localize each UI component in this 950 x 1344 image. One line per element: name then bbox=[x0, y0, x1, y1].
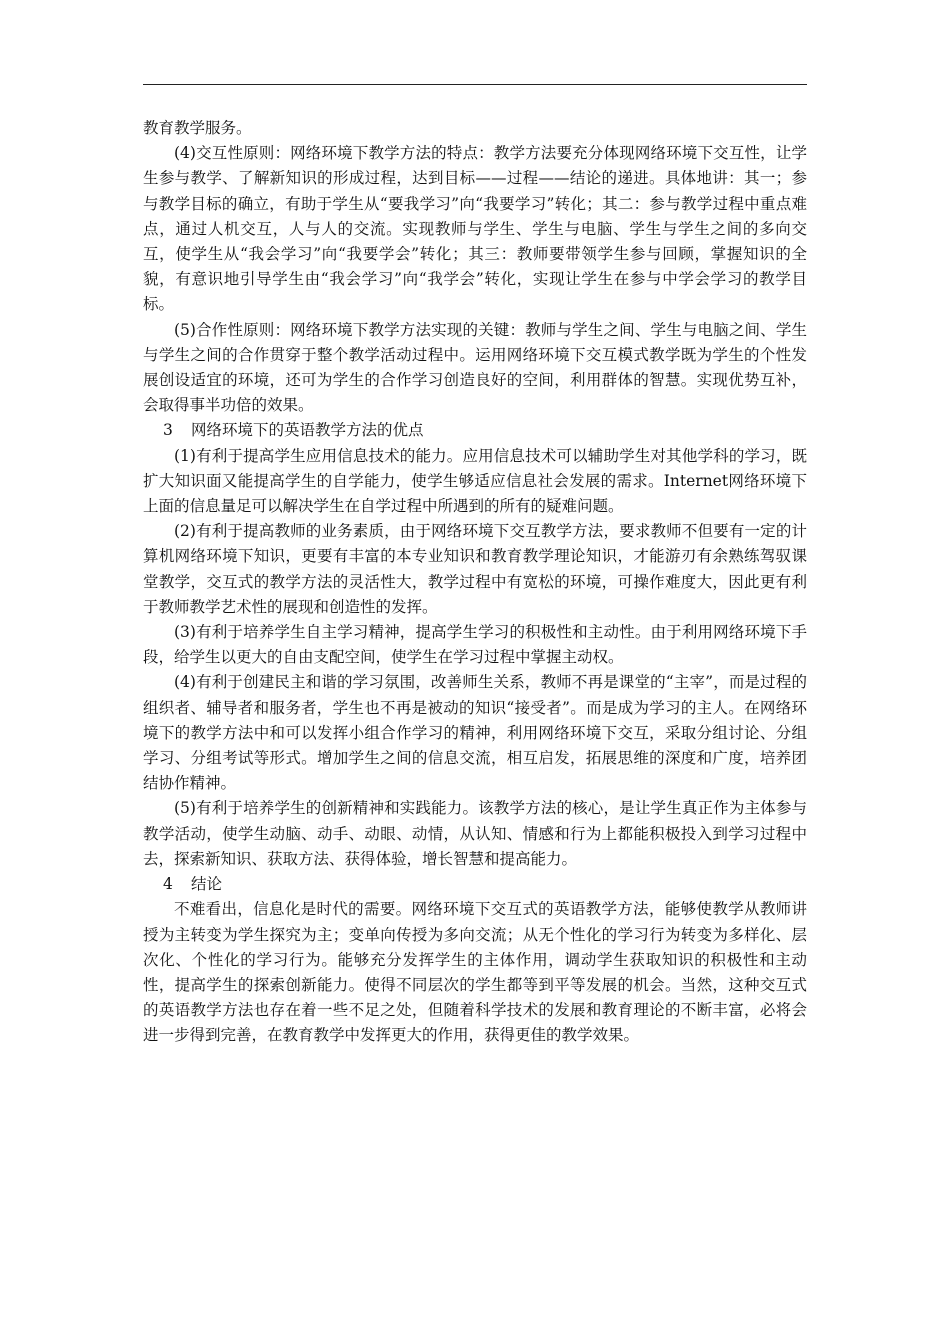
paragraph-advantage-5: (5)有利于培养学生的创新精神和实践能力。该教学方法的核心，是让学生真正作为主体参与教学活动，使学生动脑、动手、动眼、动情，从认知、情感和行为上都能积极投入到学习过程中去，探索新知识、获取方法、获得体验，增长智慧和提高能力。 bbox=[143, 799, 807, 868]
paragraph-continuation: 教育教学服务。 bbox=[143, 119, 252, 137]
section-heading-4 bbox=[143, 872, 807, 897]
paragraph-conclusion: 不难看出，信息化是时代的需要。网络环境下交互式的英语教学方法，能够使教学从教师讲授为主转变为学生探究为主；变单向传授为多向交流；从无个性化的学习行为转变为多样化、层次化、个性化的学习行为。能够充分发挥学生的主体作用，调动学生获取知识的积极性和主动性，提高学生的探索创新能力。使得不同层次的学生都等到平等发展的机会。当然，这种交互式的英语教学方法也存在着一些不足之处，但随着科学技术的发展和教育理论的不断丰富，必将会进一步得到完善，在教育教学中发挥更大的作用，获得更佳的教学效果。 bbox=[143, 900, 807, 1045]
section-title: 网络环境下的英语教学方法的优点 bbox=[191, 421, 424, 440]
section-number: 4 bbox=[163, 875, 173, 894]
paragraph-advantage-4: (4)有利于创建民主和谐的学习氛围，改善师生关系，教师不再是课堂的“主宰”，而是过程的组织者、辅导者和服务者，学生也不再是被动的知识“接受者”。而是成为学习的主人。在网络环境下的教学方法中和可以发挥小组合作学习的精神，利用网络环境下交互，采取分组讨论、分组学习、分组考试等形式。增加学生之间的信息交流，相互启发，拓展思维的深度和广度，培养团结协作精神。 bbox=[143, 673, 807, 793]
section-heading-3 bbox=[143, 418, 807, 443]
section-number: 3 bbox=[163, 421, 173, 440]
section-title: 结论 bbox=[191, 875, 223, 894]
paragraph-principle-4-interactivity: (4)交互性原则：网络环境下教学方法的特点：教学方法要充分体现网络环境下交互性，让学生参与教学、了解新知识的形成过程，达到目标——过程——结论的递进。具体地讲：其一；参与教学目标的确立，有助于学生从“要我学习”向“我要学习”转化；其二：参与教学过程中重点难点，通过人机交互，人与人的交流。实现教师与学生、学生与电脑、学生与学生之间的多向交互，使学生从“我会学习”向“我要学会”转化；其三：教师要带领学生参与回顾，掌握知识的全貌，有意识地引导学生由“我会学习”向“我学会”转化，实现让学生在参与中学会学习的教学目标。 bbox=[143, 144, 807, 314]
paragraph-advantage-3: (3)有利于培养学生自主学习精神，提高学生学习的积极性和主动性。由于利用网络环境下手段，给学生以更大的自由支配空间，使学生在学习过程中掌握主动权。 bbox=[143, 623, 807, 667]
paragraph-principle-5-cooperation: (5)合作性原则：网络环境下教学方法实现的关键：教师与学生之间、学生与电脑之间、学生与学生之间的合作贯穿于整个教学活动过程中。运用网络环境下交互模式教学既为学生的个性发展创设适宜的环境，还可为学生的合作学习创造良好的空间，利用群体的智慧。实现优势互补，会取得事半功倍的效果。 bbox=[143, 320, 807, 415]
document-body bbox=[143, 116, 807, 1049]
header-rule bbox=[143, 84, 807, 85]
paragraph-advantage-1: (1)有利于提高学生应用信息技术的能力。应用信息技术可以辅助学生对其他学科的学习，既扩大知识面又能提高学生的自学能力，使学生够适应信息社会发展的需求。Internet网络环境下上面的信息量足可以解决学生在自学过程中所遇到的所有的疑难问题。 bbox=[143, 446, 807, 516]
paragraph-advantage-2: (2)有利于提高教师的业务素质，由于网络环境下交互教学方法，要求教师不但要有一定的计算机网络环境下知识，更要有丰富的本专业知识和教育教学理论知识，才能游刃有余熟练驾驭课堂教学，交互式的教学方法的灵活性大，教学过程中有宽松的环境，可操作难度大，因此更有利于教师教学艺术性的展现和创造性的发挥。 bbox=[143, 522, 807, 616]
